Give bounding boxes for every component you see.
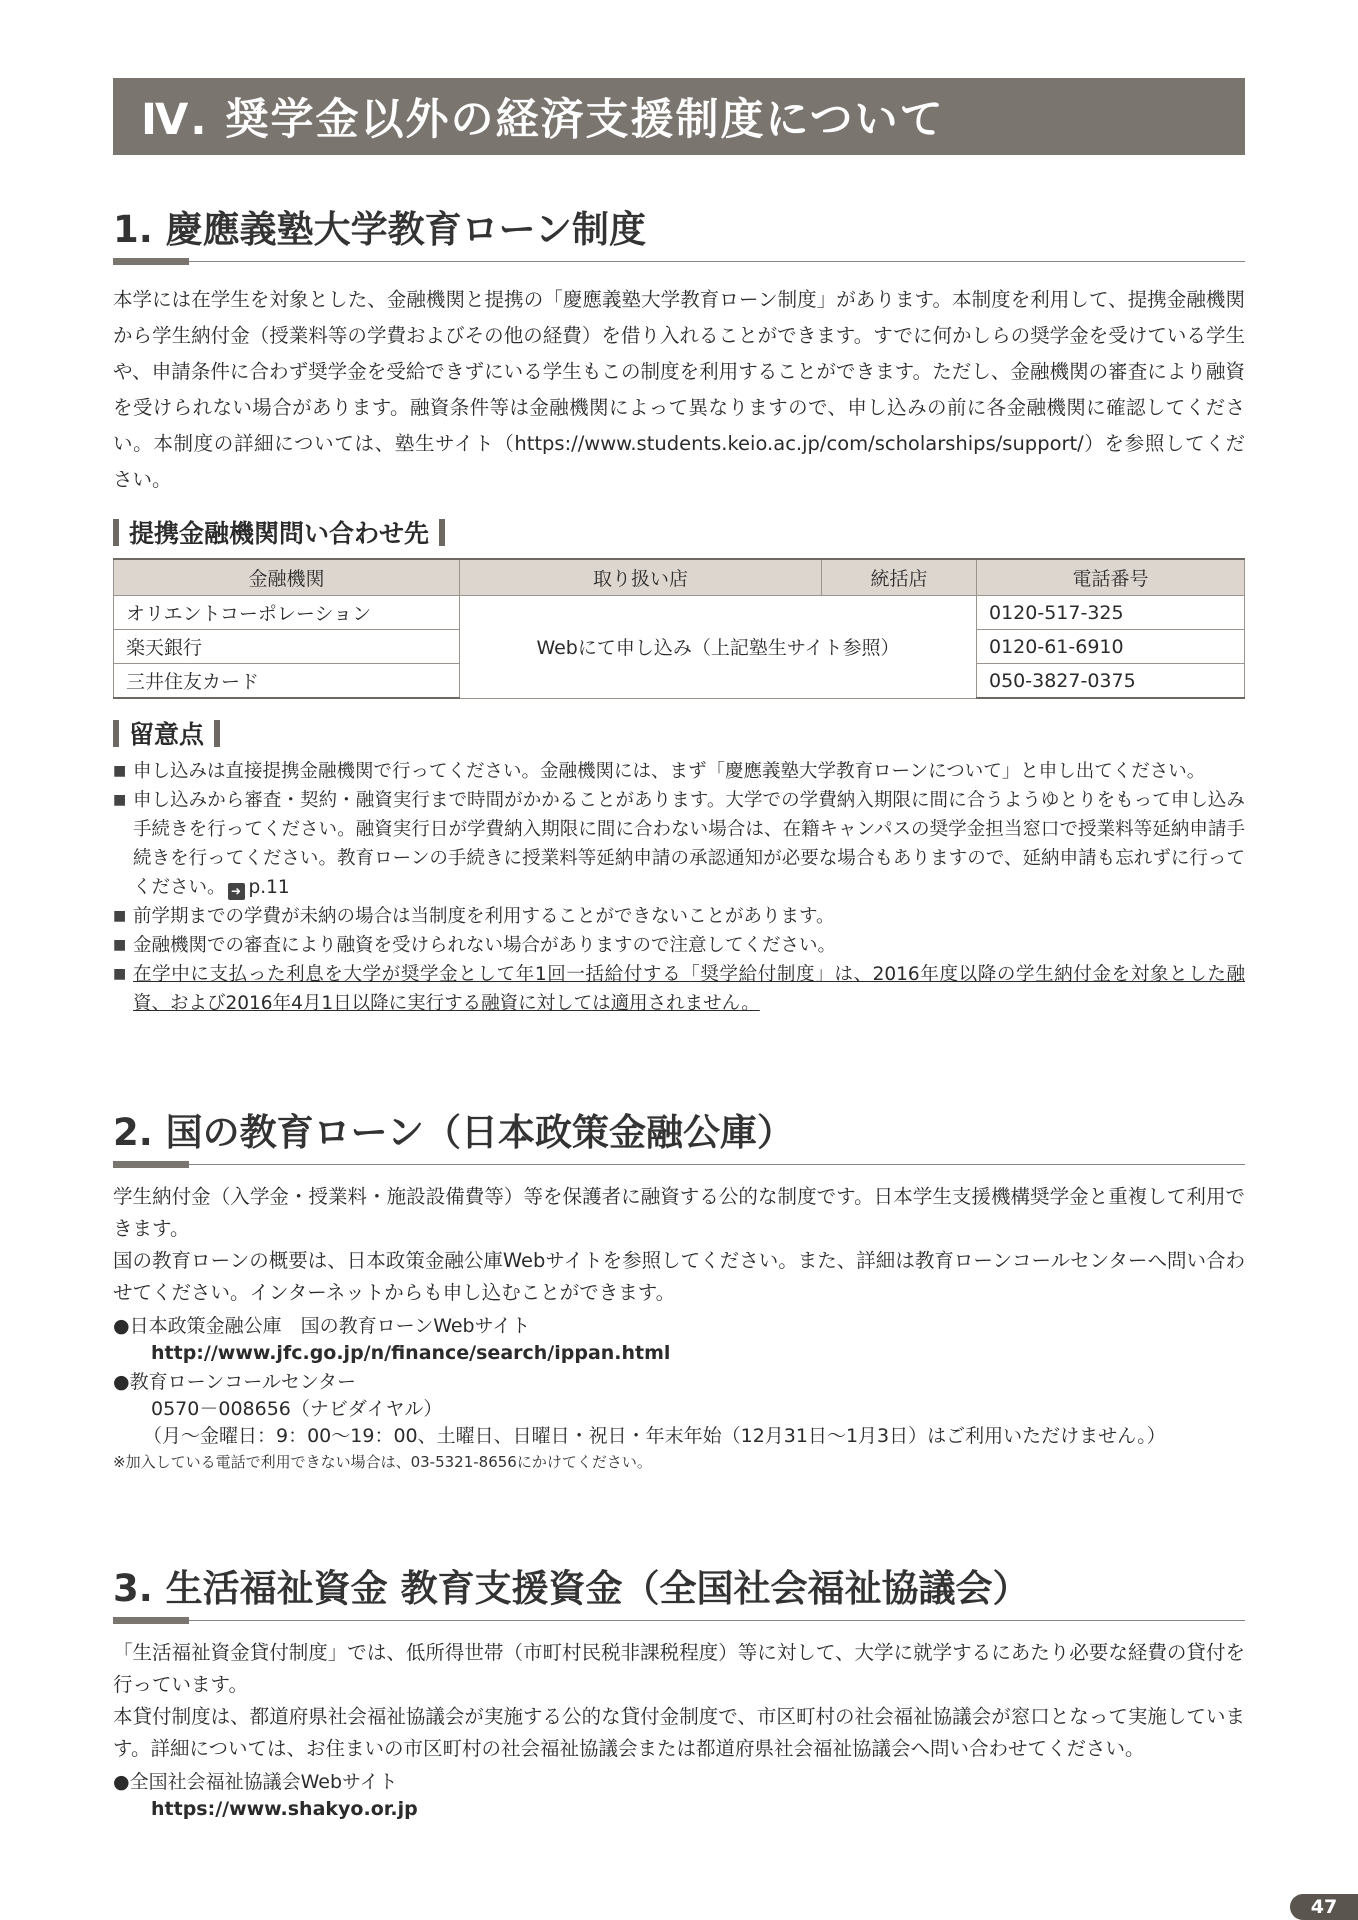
shakyo-link-url[interactable]: https://www.shakyo.or.jp <box>151 1798 418 1820</box>
section-2-paragraph: 学生納付金（入学金・授業料・施設設備費等）等を保護者に融資する公的な制度です。日本学生支援機構奨学金と重複して利用できます。 <box>113 1185 1245 1240</box>
note-text: 前学期までの学費が未納の場合は当制度を利用することができないことがあります。 <box>133 906 835 927</box>
chapter-title: Ⅳ. 奨学金以外の経済支援制度について <box>141 95 945 145</box>
section-3-title: 3. 生活福祉資金 教育支援資金（全国社会福祉協議会） <box>113 1558 1245 1621</box>
jfc-link-label: ●日本政策金融公庫 国の教育ローンWebサイト <box>113 1315 531 1337</box>
table-header: 取り扱い店 <box>460 559 822 596</box>
phone-number: 050-3827-0375 <box>977 664 1245 699</box>
note-text: 金融機関での審査により融資を受けられない場合がありますので注意してください。 <box>133 935 837 956</box>
institutions-table <box>113 558 1245 699</box>
notes-heading <box>113 715 1245 751</box>
note-item <box>113 960 1245 1018</box>
call-center-number: 0570－008656（ナビダイヤル） <box>151 1398 443 1420</box>
chapter-header <box>113 78 1245 155</box>
section-1-paragraph: 本学には在学生を対象とした、金融機関と提携の「慶應義塾大学教育ローン制度」があります。本制度を利用して、提携金融機関から学生納付金（授業料等の学費およびその他の経費）を借り入れることができます。すでに何かしらの奨学金を受けている学生や、申請条件に合わず奨学金を受給できずにいる学生もこの制度を利用することができます。ただし、金融機関の審査により融資を受けられない場合があります。融資条件等は金融機関によって異なりますので、申し込みの前に各金融機関に確認してください。本制度の詳細については、塾生サイト（https://www.students.keio.ac.jp/com/scholarships/support/）を参照してください。 <box>113 288 1245 491</box>
heading-bar <box>439 519 445 546</box>
note-item <box>113 902 1245 931</box>
note-item <box>113 757 1245 786</box>
table-row <box>114 596 1245 630</box>
section-3-paragraph: 本貸付制度は、都道府県社会福祉協議会が実施する公的な貸付金制度で、市区町村の社会福祉協議会が窓口となって実施しています。詳細については、お住まいの市区町村の社会福祉協議会または都道府県社会福祉協議会へ問い合わせてください。 <box>113 1705 1245 1760</box>
jfc-link-block <box>113 1313 1245 1474</box>
note-text: 申し込みは直接提携金融機関で行ってください。金融機関には、まず「慶應義塾大学教育ローンについて」と申し出てください。 <box>133 761 1206 782</box>
table-header: 金融機関 <box>114 559 460 596</box>
note-page-ref[interactable]: p.11 <box>248 877 290 898</box>
heading-bar <box>113 519 119 546</box>
call-center-hours: （月～金曜日：9：00～19：00、土曜日、日曜日・祝日・年末年始（12月31日～1月3日）はご利用いただけません。） <box>143 1425 1166 1447</box>
section-3-paragraph: 「生活福祉資金貸付制度」では、低所得世帯（市町村民税非課税程度）等に対して、大学に就学するにあたり必要な経費の貸付を行っています。 <box>113 1641 1245 1696</box>
section-2-body <box>113 1181 1245 1309</box>
heading-bar <box>113 720 119 747</box>
shakyo-link-label: ●全国社会福祉協議会Webサイト <box>113 1771 398 1793</box>
contacts-heading <box>113 514 1245 550</box>
table-header: 電話番号 <box>977 559 1245 596</box>
section-1-body <box>113 282 1245 498</box>
institution-name: 楽天銀行 <box>114 630 460 664</box>
note-text: 申し込みから審査・契約・融資実行まで時間がかかることがあります。大学での学費納入期限に間に合うようゆとりをもって申し込み手続きを行ってください。融資実行日が学費納入期限に間に合わない場合は、在籍キャンパスの奨学金担当窓口で授業料等延納申請手続きを行ってください。教育ローンの手続きに授業料等延納申請の承認通知が必要な場合もありますので、延納申請も忘れずに行ってください。 <box>133 790 1245 898</box>
application-method: Webにて申し込み（上記塾生サイト参照） <box>460 596 977 699</box>
table-header: 統括店 <box>822 559 977 596</box>
section-3-body <box>113 1637 1245 1765</box>
note-text: 在学中に支払った利息を大学が奨学金として年1回一括給付する「奨学給付制度」は、2016年度以降の学生納付金を対象とした融資、および2016年4月1日以降に実行する融資に対しては適用されません。 <box>133 964 1245 1014</box>
page <box>113 78 1245 1823</box>
phone-number: 0120-517-325 <box>977 596 1245 630</box>
note-item <box>113 786 1245 902</box>
page-ref-icon: ➜ <box>228 883 245 900</box>
page-number: 47 <box>1290 1894 1358 1920</box>
table-header-row <box>114 559 1245 596</box>
section-2-paragraph: 国の教育ローンの概要は、日本政策金融公庫Webサイトを参照してください。また、詳細は教育ローンコールセンターへ問い合わせてください。インターネットからも申し込むことができます。 <box>113 1249 1245 1304</box>
call-center-label: ●教育ローンコールセンター <box>113 1371 357 1393</box>
shakyo-link-block <box>113 1769 1245 1823</box>
notes-list <box>113 757 1245 1018</box>
call-center-note: ※加入している電話で利用できない場合は、03-5321-8656にかけてください。 <box>113 1453 652 1471</box>
contacts-heading-text: 提携金融機関問い合わせ先 <box>129 519 430 548</box>
jfc-link-url[interactable]: http://www.jfc.go.jp/n/finance/search/ippan.html <box>151 1342 671 1364</box>
heading-bar <box>214 720 220 747</box>
note-item <box>113 931 1245 960</box>
notes-heading-text: 留意点 <box>129 720 205 749</box>
institution-name: オリエントコーポレーション <box>114 596 460 630</box>
institution-name: 三井住友カード <box>114 664 460 699</box>
phone-number: 0120-61-6910 <box>977 630 1245 664</box>
section-1-title: 1. 慶應義塾大学教育ローン制度 <box>113 199 1245 262</box>
section-2-title: 2. 国の教育ローン（日本政策金融公庫） <box>113 1102 1245 1165</box>
